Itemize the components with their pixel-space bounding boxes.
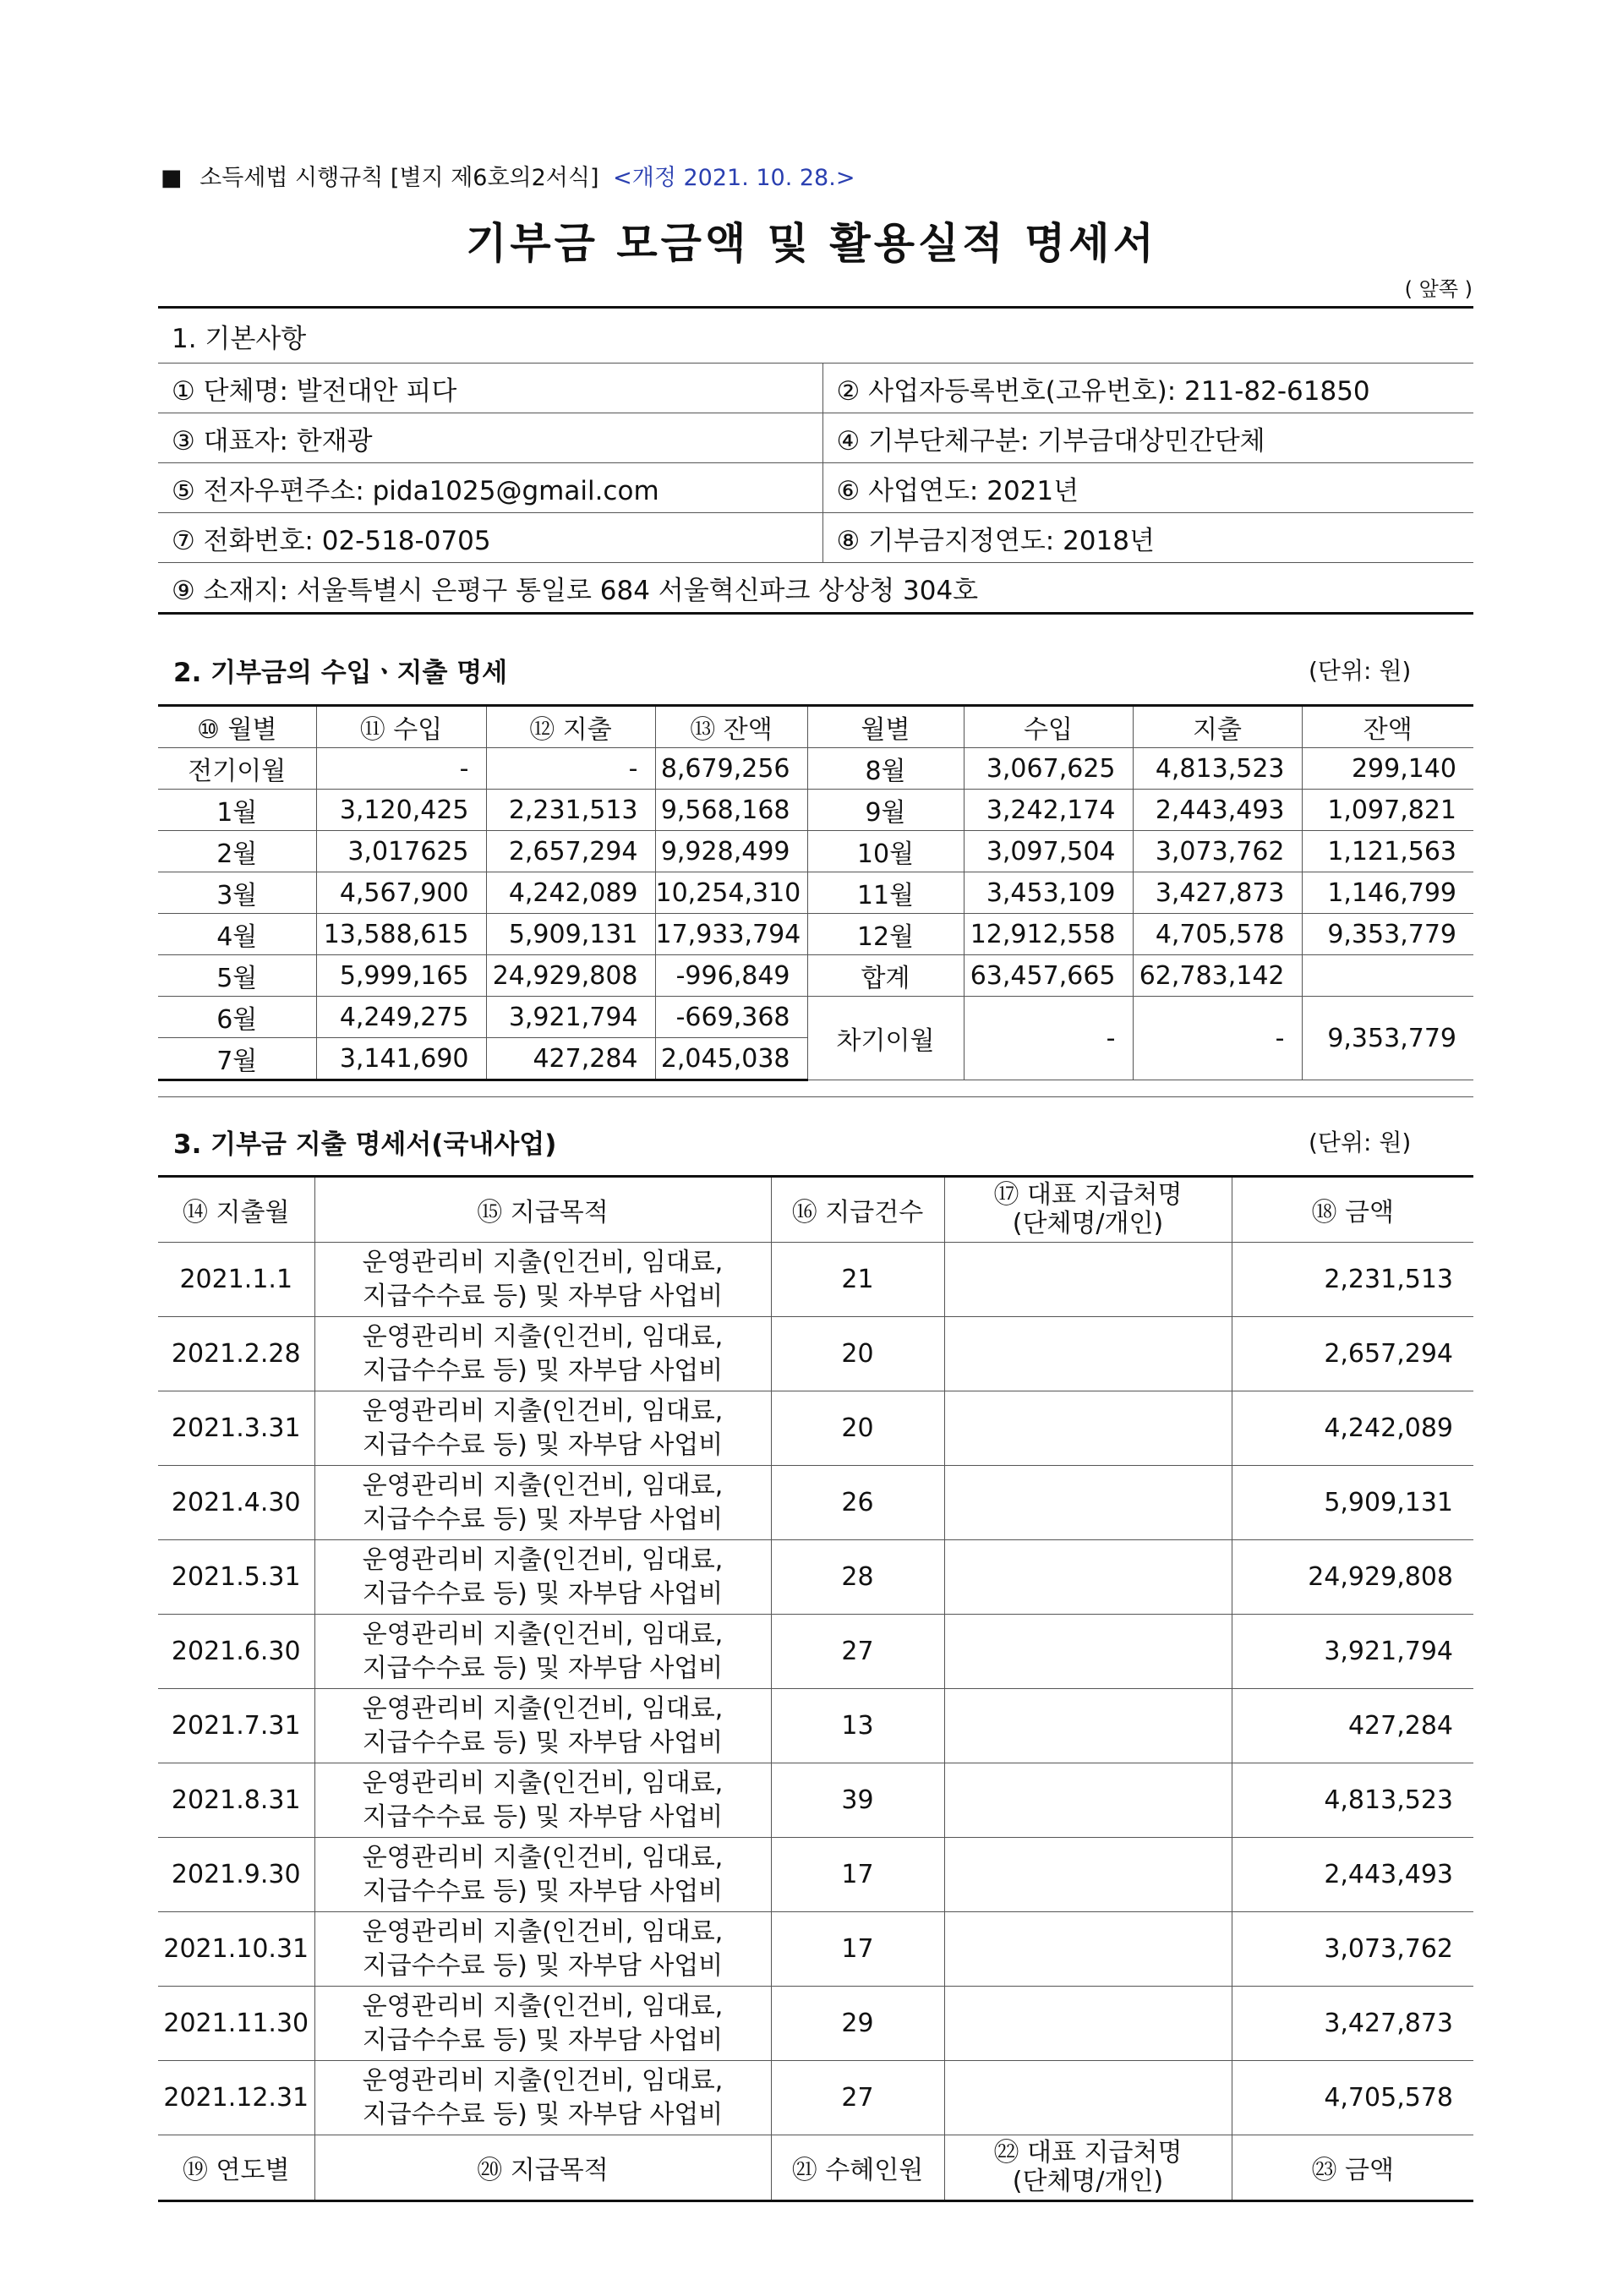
footer-recipient-line2: (단체명/개인) (1012, 2167, 1164, 2196)
cell-left-month: 1월 (158, 790, 316, 831)
table-row (158, 1243, 1473, 1317)
amount: 2,657,294 (1232, 1317, 1473, 1391)
cell-left-balance: 17,933,794 (655, 914, 807, 955)
purpose-line2: 지급수수료 등) 및 자부담 사업비 (362, 1727, 724, 1758)
cell-left-expense: 427,284 (486, 1038, 655, 1080)
document-title: 기부금 모금액 및 활용실적 명세서 (466, 219, 1157, 268)
cell-left-month: 6월 (158, 997, 316, 1038)
col-header-purpose: ⑮ 지급목적 (314, 1177, 771, 1243)
cell-right-month: 8월 (807, 748, 964, 790)
table-row (158, 1391, 1473, 1466)
cell-right-month: 합계 (807, 955, 964, 997)
section2-unit: (단위: 원) (1309, 657, 1412, 685)
amount: 4,705,578 (1232, 2061, 1473, 2135)
table-row (158, 1317, 1473, 1391)
cell-left-expense: 4,242,089 (486, 872, 655, 914)
section3-heading: 3. 기부금 지출 명세서(국내사업) (173, 1129, 557, 1160)
purpose-line2: 지급수수료 등) 및 자부담 사업비 (362, 1653, 724, 1683)
cell-left-income: 5,999,165 (316, 955, 486, 997)
table-row (158, 2061, 1473, 2135)
section2-heading: 2. 기부금의 수입ㆍ지출 명세 (173, 658, 508, 688)
section-divider (158, 1096, 1473, 1097)
cell-right-month: 11월 (807, 872, 964, 914)
purpose-line2: 지급수수료 등) 및 자부담 사업비 (362, 1801, 724, 1832)
expense-date: 2021.8.31 (158, 1763, 314, 1838)
cell-carry-month: 차기이월 (807, 997, 964, 1080)
cell-right-month: 9월 (807, 790, 964, 831)
square-marker-icon: ■ (161, 165, 183, 191)
basic-info-table (158, 306, 1473, 615)
recipient-cell (944, 1987, 1232, 2061)
cell-right-expense: 62,783,142 (1133, 955, 1302, 997)
purpose-line1: 운영관리비 지출(인건비, 임대료, (362, 1991, 724, 2021)
purpose-cell (314, 1689, 771, 1763)
cell-right-balance: 1,121,563 (1302, 831, 1473, 872)
cell-right-income: 12,912,558 (964, 914, 1133, 955)
purpose-line2: 지급수수료 등) 및 자부담 사업비 (362, 1876, 724, 1906)
payment-count: 27 (771, 1615, 944, 1689)
cell-right-expense: 3,427,873 (1133, 872, 1302, 914)
payment-count: 29 (771, 1987, 944, 2061)
expense-date: 2021.12.31 (158, 2061, 314, 2135)
amount: 4,813,523 (1232, 1763, 1473, 1838)
table-row (158, 1838, 1473, 1912)
table-row (158, 914, 1473, 955)
payment-count: 17 (771, 1838, 944, 1912)
footer-year: ⑲ 연도별 (158, 2135, 314, 2201)
cell-left-balance: -996,849 (655, 955, 807, 997)
col-header-income-2: 수입 (964, 706, 1133, 748)
expense-date: 2021.5.31 (158, 1540, 314, 1615)
amount: 5,909,131 (1232, 1466, 1473, 1540)
col-header-amount: ⑱ 금액 (1232, 1177, 1473, 1243)
amount: 24,929,808 (1232, 1540, 1473, 1615)
fiscal-year-field: ⑥ 사업연도: 2021년 (822, 463, 1473, 513)
payment-count: 28 (771, 1540, 944, 1615)
purpose-line1: 운영관리비 지출(인건비, 임대료, (362, 1619, 724, 1649)
payment-count: 26 (771, 1466, 944, 1540)
table-row (158, 997, 1473, 1038)
payment-count: 20 (771, 1391, 944, 1466)
expense-date: 2021.1.1 (158, 1243, 314, 1317)
payment-count: 27 (771, 2061, 944, 2135)
col-header-expense-2: 지출 (1133, 706, 1302, 748)
amount: 3,921,794 (1232, 1615, 1473, 1689)
payment-count: 21 (771, 1243, 944, 1317)
col-header-count: ⑯ 지급건수 (771, 1177, 944, 1243)
cell-left-expense: 2,657,294 (486, 831, 655, 872)
cell-left-balance: 10,254,310 (655, 872, 807, 914)
table-row (158, 1540, 1473, 1615)
col-header-expense: ⑫ 지출 (486, 706, 655, 748)
purpose-cell (314, 2061, 771, 2135)
footer-recipient-line1: ㉒ 대표 지급처명 (993, 2138, 1183, 2168)
cell-left-income: 3,017625 (316, 831, 486, 872)
revision-date: <개정 2021. 10. 28.> (613, 165, 855, 191)
cell-left-income: - (316, 748, 486, 790)
cell-left-expense: 2,231,513 (486, 790, 655, 831)
purpose-line1: 운영관리비 지출(인건비, 임대료, (362, 1321, 724, 1352)
cell-left-income: 3,120,425 (316, 790, 486, 831)
table-row (158, 748, 1473, 790)
cell-left-month: 4월 (158, 914, 316, 955)
purpose-line1: 운영관리비 지출(인건비, 임대료, (362, 1247, 724, 1277)
table-row (158, 790, 1473, 831)
purpose-cell (314, 1615, 771, 1689)
cell-right-expense: 4,705,578 (1133, 914, 1302, 955)
form-law-reference: 소득세법 시행규칙 [별지 제6호의2서식] (199, 165, 599, 191)
cell-left-expense: 5,909,131 (486, 914, 655, 955)
income-expense-table (158, 704, 1473, 1081)
table-row (158, 1763, 1473, 1838)
table-row (158, 1912, 1473, 1987)
recipient-cell (944, 1466, 1232, 1540)
cell-right-income: 63,457,665 (964, 955, 1133, 997)
expense-date: 2021.9.30 (158, 1838, 314, 1912)
cell-right-expense: 3,073,762 (1133, 831, 1302, 872)
cell-right-income: 3,242,174 (964, 790, 1133, 831)
recipient-cell (944, 1912, 1232, 1987)
table-row (158, 1615, 1473, 1689)
cell-left-expense: 3,921,794 (486, 997, 655, 1038)
recipient-cell (944, 1838, 1232, 1912)
purpose-line1: 운영관리비 지출(인건비, 임대료, (362, 2065, 724, 2096)
amount: 3,427,873 (1232, 1987, 1473, 2061)
cell-left-month: 전기이월 (158, 748, 316, 790)
cell-left-balance: -669,368 (655, 997, 807, 1038)
amount: 2,231,513 (1232, 1243, 1473, 1317)
payment-count: 17 (771, 1912, 944, 1987)
cell-left-income: 13,588,615 (316, 914, 486, 955)
cell-right-income: 3,097,504 (964, 831, 1133, 872)
purpose-cell (314, 1987, 771, 2061)
form-reference (161, 159, 855, 192)
purpose-line2: 지급수수료 등) 및 자부담 사업비 (362, 2025, 724, 2055)
expense-date: 2021.6.30 (158, 1615, 314, 1689)
purpose-line1: 운영관리비 지출(인건비, 임대료, (362, 1396, 724, 1426)
address-field: ⑨ 소재지: 서울특별시 은평구 통일로 684 서울혁신파크 상상청 304호 (158, 563, 1473, 614)
col-header-income: ⑪ 수입 (316, 706, 486, 748)
donation-org-type-field: ④ 기부단체구분: 기부금대상민간단체 (822, 413, 1473, 463)
col-header-month-2: 월별 (807, 706, 964, 748)
purpose-line1: 운영관리비 지출(인건비, 임대료, (362, 1544, 724, 1575)
cell-left-income: 4,567,900 (316, 872, 486, 914)
col-header-recipient (944, 1177, 1232, 1243)
expense-date: 2021.10.31 (158, 1912, 314, 1987)
purpose-line2: 지급수수료 등) 및 자부담 사업비 (362, 1355, 724, 1386)
representative-field: ③ 대표자: 한재광 (158, 413, 822, 463)
cell-carry-expense: - (1133, 997, 1302, 1080)
expense-date: 2021.3.31 (158, 1391, 314, 1466)
table-row (158, 831, 1473, 872)
recipient-cell (944, 1391, 1232, 1466)
cell-left-income: 3,141,690 (316, 1038, 486, 1080)
table-row (158, 1689, 1473, 1763)
recipient-cell (944, 1615, 1232, 1689)
expense-date: 2021.7.31 (158, 1689, 314, 1763)
purpose-line2: 지급수수료 등) 및 자부담 사업비 (362, 1578, 724, 1609)
cell-left-month: 7월 (158, 1038, 316, 1080)
col-header-balance-2: 잔액 (1302, 706, 1473, 748)
purpose-cell (314, 1466, 771, 1540)
cell-left-expense: - (486, 748, 655, 790)
section1-heading: 1. 기본사항 (158, 308, 1473, 364)
purpose-cell (314, 1763, 771, 1838)
purpose-cell (314, 1838, 771, 1912)
expense-date: 2021.11.30 (158, 1987, 314, 2061)
amount: 2,443,493 (1232, 1838, 1473, 1912)
col-header-balance: ⑬ 잔액 (655, 706, 807, 748)
recipient-cell (944, 1540, 1232, 1615)
cell-right-expense: 2,443,493 (1133, 790, 1302, 831)
page-side-label: ( 앞쪽 ) (1404, 277, 1473, 301)
cell-right-month: 12월 (807, 914, 964, 955)
amount: 427,284 (1232, 1689, 1473, 1763)
purpose-cell (314, 1391, 771, 1466)
purpose-cell (314, 1317, 771, 1391)
cell-left-balance: 8,679,256 (655, 748, 807, 790)
payment-count: 39 (771, 1763, 944, 1838)
cell-right-balance: 299,140 (1302, 748, 1473, 790)
purpose-line1: 운영관리비 지출(인건비, 임대료, (362, 1470, 724, 1501)
designation-year-field: ⑧ 기부금지정연도: 2018년 (822, 513, 1473, 563)
cell-right-balance (1302, 955, 1473, 997)
amount: 4,242,089 (1232, 1391, 1473, 1466)
recipient-cell (944, 1243, 1232, 1317)
purpose-cell (314, 1912, 771, 1987)
email-field: ⑤ 전자우편주소: pida1025@gmail.com (158, 463, 822, 513)
col-header-month: ⑩ 월별 (158, 706, 316, 748)
cell-right-expense: 4,813,523 (1133, 748, 1302, 790)
cell-right-balance: 1,146,799 (1302, 872, 1473, 914)
cell-left-month: 2월 (158, 831, 316, 872)
recipient-cell (944, 1689, 1232, 1763)
recipient-cell (944, 1317, 1232, 1391)
purpose-cell (314, 1540, 771, 1615)
cell-right-balance: 9,353,779 (1302, 914, 1473, 955)
recipient-cell (944, 1763, 1232, 1838)
table-row (158, 872, 1473, 914)
purpose-line1: 운영관리비 지출(인건비, 임대료, (362, 1768, 724, 1798)
purpose-line1: 운영관리비 지출(인건비, 임대료, (362, 1693, 724, 1724)
domestic-expense-table (158, 1175, 1473, 2202)
org-name-field: ① 단체명: 발전대안 피다 (158, 364, 822, 413)
cell-left-month: 5월 (158, 955, 316, 997)
section3-unit: (단위: 원) (1309, 1129, 1412, 1156)
footer-purpose: ⑳ 지급목적 (314, 2135, 771, 2201)
cell-right-income: 3,453,109 (964, 872, 1133, 914)
cell-left-balance: 2,045,038 (655, 1038, 807, 1080)
payment-count: 13 (771, 1689, 944, 1763)
footer-recipient (944, 2135, 1232, 2201)
cell-left-balance: 9,568,168 (655, 790, 807, 831)
expense-date: 2021.2.28 (158, 1317, 314, 1391)
purpose-line2: 지급수수료 등) 및 자부담 사업비 (362, 1504, 724, 1534)
purpose-line2: 지급수수료 등) 및 자부담 사업비 (362, 1430, 724, 1460)
recipient-header-line2: (단체명/개인) (1012, 1209, 1164, 1238)
recipient-header-line1: ⑰ 대표 지급처명 (993, 1180, 1183, 1210)
cell-right-income: 3,067,625 (964, 748, 1133, 790)
cell-left-month: 3월 (158, 872, 316, 914)
amount: 3,073,762 (1232, 1912, 1473, 1987)
cell-left-income: 4,249,275 (316, 997, 486, 1038)
expense-date: 2021.4.30 (158, 1466, 314, 1540)
purpose-line1: 운영관리비 지출(인건비, 임대료, (362, 1842, 724, 1872)
footer-amount: ㉓ 금액 (1232, 2135, 1473, 2201)
cell-right-balance: 1,097,821 (1302, 790, 1473, 831)
phone-field: ⑦ 전화번호: 02-518-0705 (158, 513, 822, 563)
table-row (158, 1466, 1473, 1540)
purpose-line1: 운영관리비 지출(인건비, 임대료, (362, 1916, 724, 1947)
purpose-line2: 지급수수료 등) 및 자부담 사업비 (362, 1281, 724, 1311)
payment-count: 20 (771, 1317, 944, 1391)
business-number-field: ② 사업자등록번호(고유번호): 211-82-61850 (822, 364, 1473, 413)
footer-beneficiaries: ㉑ 수혜인원 (771, 2135, 944, 2201)
table-row (158, 1987, 1473, 2061)
recipient-cell (944, 2061, 1232, 2135)
cell-left-balance: 9,928,499 (655, 831, 807, 872)
purpose-line2: 지급수수료 등) 및 자부담 사업비 (362, 2099, 724, 2129)
cell-carry-balance: 9,353,779 (1302, 997, 1473, 1080)
purpose-cell (314, 1243, 771, 1317)
cell-right-month: 10월 (807, 831, 964, 872)
table-row (158, 955, 1473, 997)
purpose-line2: 지급수수료 등) 및 자부담 사업비 (362, 1950, 724, 1981)
cell-left-expense: 24,929,808 (486, 955, 655, 997)
col-header-expense-month: ⑭ 지출월 (158, 1177, 314, 1243)
cell-carry-income: - (964, 997, 1133, 1080)
